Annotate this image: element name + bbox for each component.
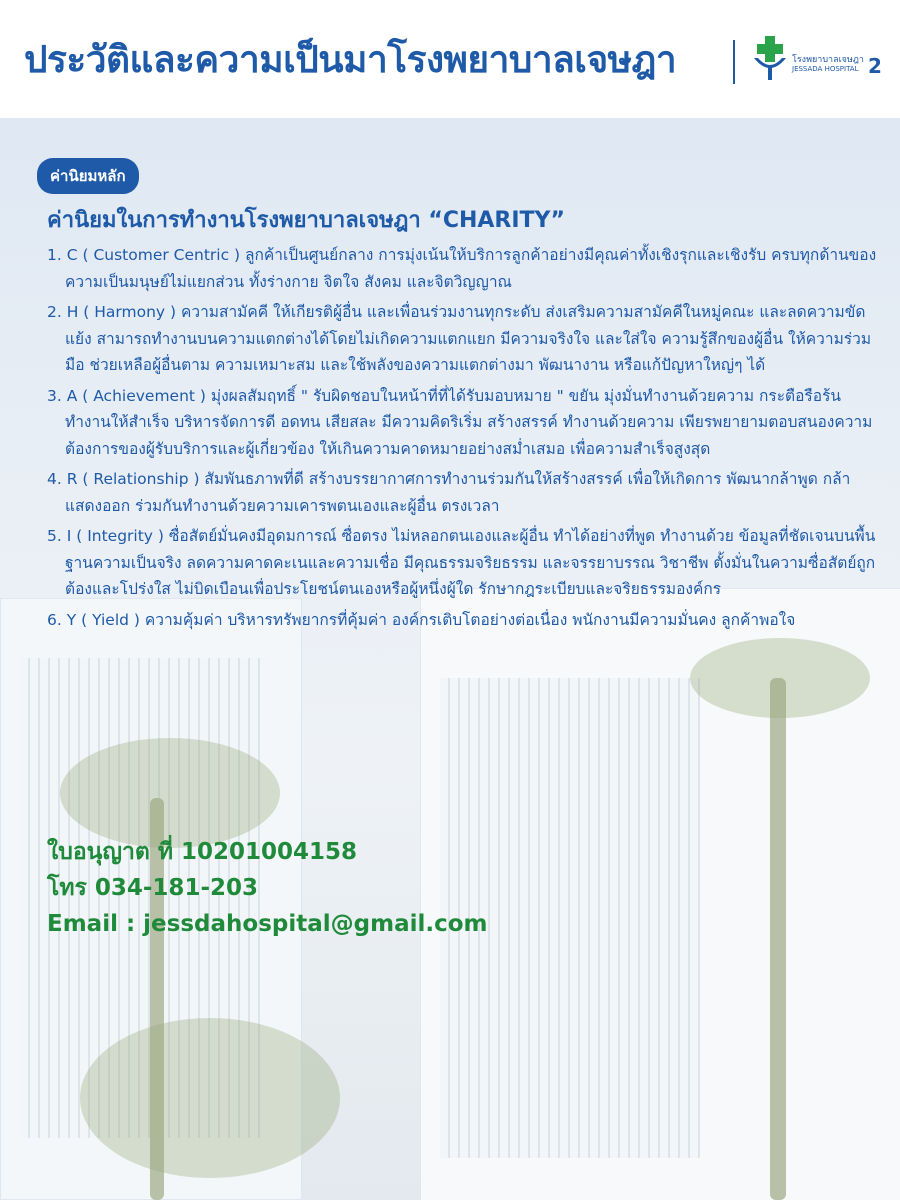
license-number: ใบอนุญาต ที่ 10201004158: [47, 839, 358, 865]
content: [0, 118, 900, 1200]
section-heading: ค่านิยมในการทำงานโรงพยาบาลเจษฎา “CHARITY”: [47, 208, 565, 233]
core-values-badge: ค่านิยมหลัก: [37, 158, 139, 194]
hospital-cross-logo-icon: [752, 34, 788, 84]
contact-info: [47, 834, 488, 942]
page-title: ประวัติและความเป็นมาโรงพยาบาลเจษฎา: [24, 38, 677, 81]
email-address[interactable]: Email : jessdahospital@gmail.com: [47, 911, 488, 937]
logo-name-en: JESSADA HOSPITAL: [792, 65, 859, 73]
header: [0, 0, 900, 118]
logo-name-th: โรงพยาบาลเจษฎา: [792, 55, 864, 65]
hospital-logo: [752, 34, 892, 88]
phone-number: โทร 034-181-203: [47, 875, 258, 901]
list-item: 2. H ( Harmony ) ความสามัคคี ให้เกียรติผู้อื่น และเพื่อนร่วมงานทุกระดับ ส่งเสริมความสามัคคีในหมู่คณะ และลดความขัดแย้ง สามารถทำงานบนความแตกต่างได้โดยไม่เกิดความแตกแยก มีความจริงใจ และใส่ใจ ความรู้สึกของผู้อื่น ให้ความร่วมมือ ช่วยเหลือผู้อื่นตาม ความเหมาะสม และใช้พลังของความแตกต่างมา พัฒนางาน หรือแก้ปัญหาใหญ่ๆ ได้: [47, 303, 872, 374]
header-divider: [733, 40, 735, 84]
list-item: 1. C ( Customer Centric ) ลูกค้าเป็นศูนย์กลาง การมุ่งเน้นให้บริการลูกค้าอย่างมีคุณค่าทั้งเชิงรุกและเชิงรับ ครบทุกด้านของความเป็นมนุษย์ไม่แยกส่วน ทั้งร่างกาย จิตใจ สังคม และจิตวิญญาณ: [47, 246, 877, 291]
logo-number: 2: [868, 54, 882, 78]
list-item: 3. A ( Achievement ) มุ่งผลสัมฤทธิ์ " รับผิดชอบในหน้าที่ที่ได้รับมอบหมาย " ขยัน มุ่งมั่นทำงานด้วยความ กระตือรือร้น ทำงานให้สำเร็จ บริหารจัดการดี อดทน เสียสละ มีความคิดริเริ่ม สร้างสรรค์ ทำงานด้วยความ เพียรพยายามตอบสนองความต้องการของผู้รับบริการและผู้เกี่ยวข้อง ให้เกินความคาดหมายอย่างสม่ำเสมอ เพื่อความสำเร็จสูงสุด: [47, 386, 873, 458]
values-list: [47, 242, 887, 637]
list-item: 5. I ( Integrity ) ซื่อสัตย์มั่นคงมีอุดมการณ์ ซื่อตรง ไม่หลอกตนเองและผู้อื่น ทำได้อย่างที่พูด ทำงานด้วย ข้อมูลที่ชัดเจนบนพื้นฐานความเป็นจริง ลดความคาดคะเนและความเชื่อ มีคุณธรรมจริยธรรม และจรรยาบรรณ วิชาชีพ ตั้งมั่นในความซื่อสัตย์ถูกต้องและโปร่งใส ไม่บิดเบือนเพื่อประโยชน์ตนเองหรือผู้หนึ่งผู้ใด รักษากฎระเบียบและจริยธรรมองค์กร: [47, 527, 876, 598]
list-item: 6. Y ( Yield ) ความคุ้มค่า บริหารทรัพยากรที่คุ้มค่า องค์กรเติบโตอย่างต่อเนื่อง พนักงานมีความมั่นคง ลูกค้าพอใจ: [47, 610, 796, 629]
list-item: 4. R ( Relationship ) สัมพันธภาพที่ดี สร้างบรรยากาศการทำงานร่วมกันให้สร้างสรรค์ เพื่อให้เกิดการ พัฒนากล้าพูด กล้าแสดงออก ร่วมกันทำงานด้วยความเคารพตนเองและผู้อื่น ตรงเวลา: [47, 470, 851, 515]
